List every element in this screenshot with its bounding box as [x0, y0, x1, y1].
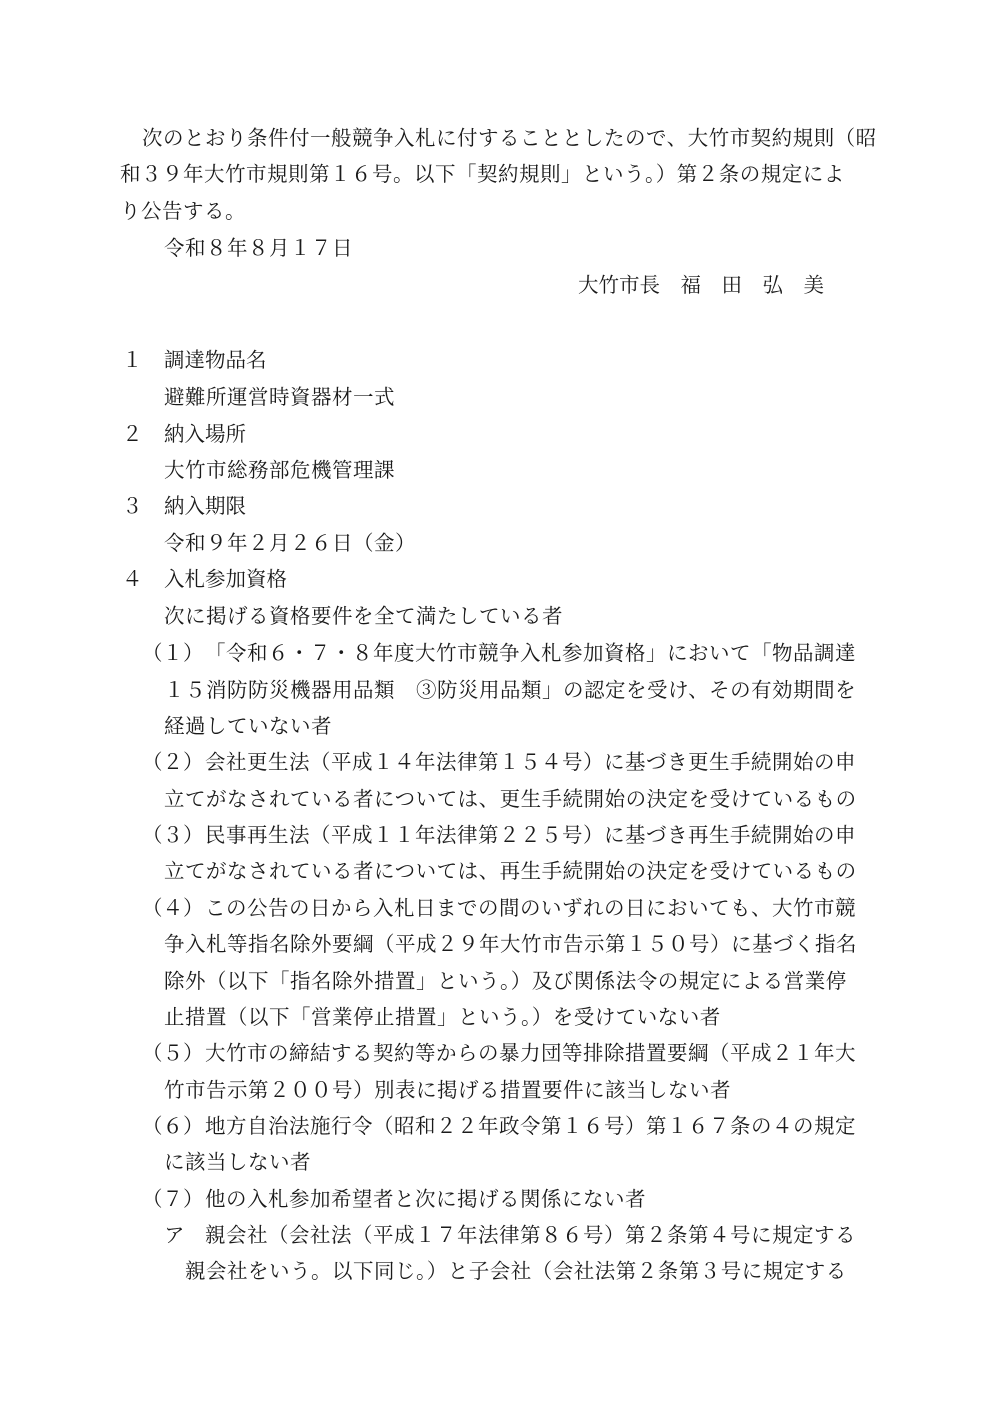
item-4-line-4: 止措置（以下「営業停止措置」という。）を受けていない者 — [164, 1005, 721, 1029]
section-4-title: 入札参加資格 — [164, 567, 287, 591]
item-1-line-2: １５消防防災機器用品類 ③防災用品類」の認定を受け、その有効期間を — [164, 678, 857, 702]
item-5-label: （５） — [142, 1041, 204, 1065]
item-1-line-3: 経過していない者 — [164, 714, 332, 738]
item-4-label: （４） — [142, 896, 204, 920]
item-4-line-3: 除外（以下「指名除外措置」という。）及び関係法令の規定による営業停 — [164, 969, 847, 993]
subitem-a-line-2: 親会社をいう。以下同じ。）と子会社（会社法第２条第３号に規定する — [185, 1259, 847, 1283]
item-2-line-2: 立てがなされている者については、更生手続開始の決定を受けているもの — [164, 787, 857, 811]
item-6-line-2: に該当しない者 — [164, 1150, 311, 1174]
item-3-label: （３） — [142, 823, 204, 847]
signer: 大竹市長 福 田 弘 美 — [578, 273, 824, 297]
section-1-body: 避難所運営時資器材一式 — [164, 385, 395, 409]
item-6-line-1: 地方自治法施行令（昭和２２年政令第１６号）第１６７条の４の規定 — [205, 1114, 856, 1138]
item-5-line-1: 大竹市の締結する契約等からの暴力団等排除措置要綱（平成２１年大 — [205, 1041, 856, 1065]
item-2-line-1: 会社更生法（平成１４年法律第１５４号）に基づき更生手続開始の申 — [205, 750, 856, 774]
section-4-body: 次に掲げる資格要件を全て満たしている者 — [164, 604, 563, 628]
section-1-title: 調達物品名 — [164, 348, 267, 372]
intro-line-3: り公告する。 — [120, 199, 246, 223]
section-2-number: ２ — [122, 422, 143, 446]
section-1-number: １ — [122, 348, 143, 372]
subitem-a-label: ア — [164, 1223, 185, 1247]
section-2-title: 納入場所 — [164, 422, 246, 446]
intro-line-2: 和３９年大竹市規則第１６号。以下「契約規則」という。）第２条の規定によ — [120, 162, 845, 186]
item-2-label: （２） — [142, 750, 204, 774]
item-7-label: （７） — [142, 1187, 204, 1211]
intro-line-1: 次のとおり条件付一般競争入札に付することとしたので、大竹市契約規則（昭 — [142, 126, 877, 150]
section-2-body: 大竹市総務部危機管理課 — [164, 458, 395, 482]
item-5-line-2: 竹市告示第２００号）別表に掲げる措置要件に該当しない者 — [164, 1078, 731, 1102]
section-3-body: 令和９年２月２６日（金） — [164, 531, 416, 555]
item-3-line-1: 民事再生法（平成１１年法律第２２５号）に基づき再生手続開始の申 — [205, 823, 856, 847]
item-4-line-2: 争入札等指名除外要綱（平成２９年大竹市告示第１５０号）に基づく指名 — [164, 932, 857, 956]
subitem-a-line-1: 親会社（会社法（平成１７年法律第８６号）第２条第４号に規定する — [205, 1223, 856, 1247]
section-4-number: ４ — [122, 567, 143, 591]
item-6-label: （６） — [142, 1114, 204, 1138]
item-1-line-1: 「令和６・７・８年度大竹市競争入札参加資格」において「物品調達 — [205, 641, 856, 665]
item-1-label: （１） — [142, 641, 204, 665]
section-3-title: 納入期限 — [164, 494, 246, 518]
item-4-line-1: この公告の日から入札日までの間のいずれの日においても、大竹市競 — [205, 896, 856, 920]
item-7-line-1: 他の入札参加希望者と次に掲げる関係にない者 — [205, 1187, 646, 1211]
notice-date: 令和８年８月１７日 — [164, 236, 353, 260]
section-3-number: ３ — [122, 494, 143, 518]
item-3-line-2: 立てがなされている者については、再生手続開始の決定を受けているもの — [164, 859, 857, 883]
